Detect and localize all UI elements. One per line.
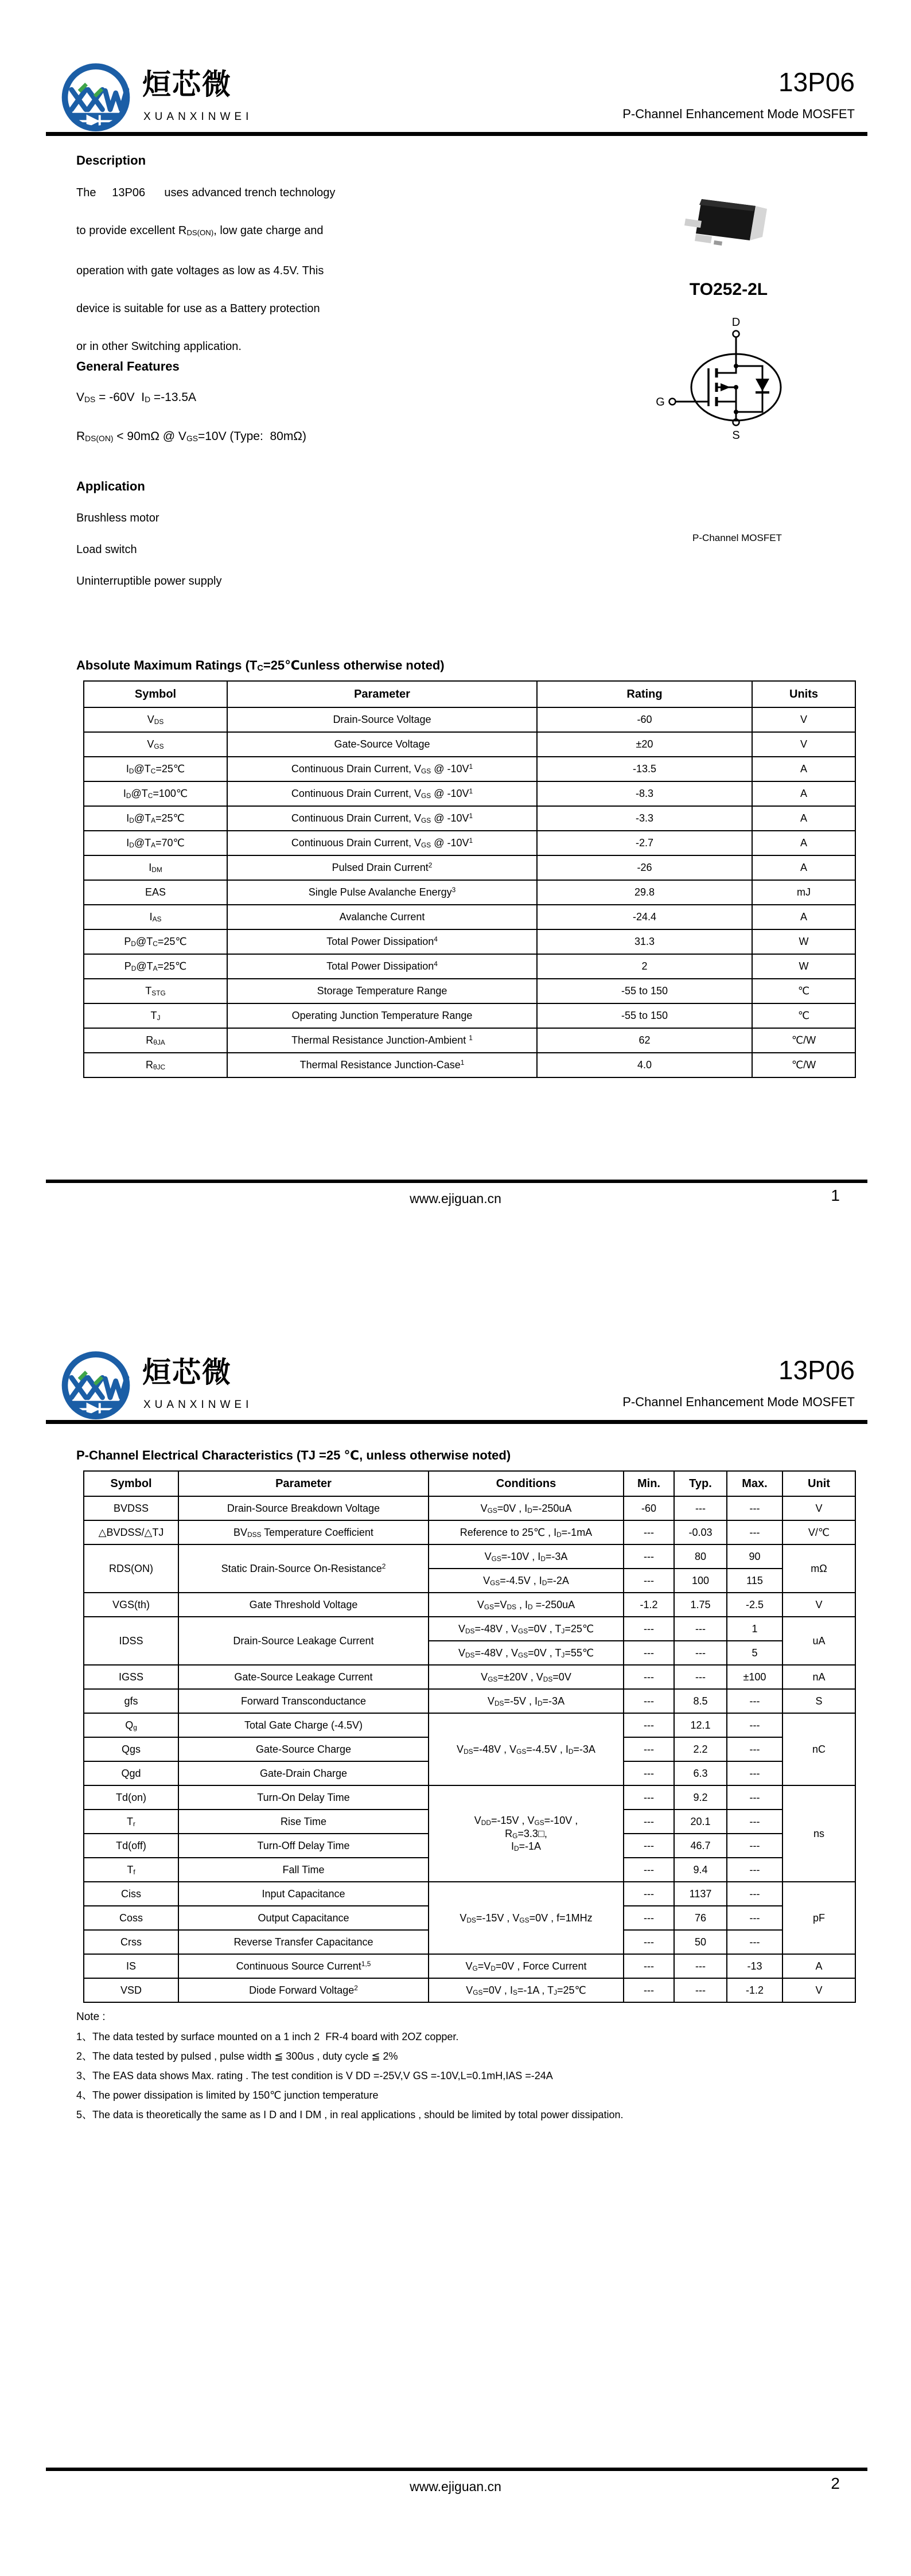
cell-max: -1.2 [727,1978,782,2002]
cell-typ: 100 [674,1569,727,1593]
cell-units: W [752,954,855,979]
application-item: Uninterruptible power supply [76,575,222,587]
header-rule [46,132,867,136]
note-item: 5、The data is theoretically the same as I D and I DM , in real applications , should be limited by total power dissipation. [76,2109,624,2120]
pin-label-gate: G [656,396,665,408]
cell-conditions: $V_{DS}=-48V$ , $V_{GS}=0V$ , $T_J=55℃$ [429,1641,624,1665]
description-line: The 13P06 uses advanced trench technology [76,186,336,199]
cell-symbol: $I_{DM}$ [84,855,227,880]
cell-symbol: $I_D@T_A=70℃$ [84,831,227,855]
cell-min: --- [624,1713,674,1737]
cell-conditions: $V_{DS}=-48V$ , $V_{GS}=-4.5V$ , $I_D=-3A$ [429,1713,624,1785]
cell-unit: uA [782,1617,855,1665]
cell-unit: pF [782,1882,855,1954]
cell-units: A [752,905,855,929]
cell-typ: 50 [674,1930,727,1954]
general-features-heading: General Features [76,359,180,373]
cell-symbol: IDSS [84,1617,178,1665]
cell-parameter: Diode Forward Voltage$^2$ [178,1978,429,2002]
table-row [84,831,855,855]
cell-conditions: $V_{GS}=0V$ , $I_S=-1A$ , $T_J=25℃$ [429,1978,624,2002]
table-row [84,1954,855,1978]
cell-conditions: $V_G=V_D=0V$ , Force Current [429,1954,624,1978]
cell-symbol: $P_D@T_C=25℃$ [84,929,227,954]
table-row [84,1617,855,1641]
cell-units: W [752,929,855,954]
description-line: to provide excellent $R_{DS(ON)}$, low gate charge and [76,224,324,237]
page-number: 2 [831,2474,840,2492]
cell-conditions: $V_{GS}=-10V$ , $I_D=-3A$ [429,1544,624,1569]
cell-parameter: $BV_{DSS}$ Temperature Coefficient [178,1520,429,1544]
cell-parameter: Total Power Dissipation$^4$ [227,929,537,954]
cell-symbol: $V_{GS}$ [84,732,227,757]
note-item: 1、The data tested by surface mounted on a 1 inch 2 FR-4 board with 2OZ copper. [76,2031,459,2042]
cell-symbol: $T_f$ [84,1858,178,1882]
pin-label-source: S [732,429,740,442]
table-row [84,1520,855,1544]
cell-units: ℃ [752,979,855,1003]
col-conditions: Conditions [429,1471,624,1496]
cell-typ: 6.3 [674,1761,727,1785]
cell-min: --- [624,1954,674,1978]
description-line: device is suitable for use as a Battery protection [76,302,320,315]
table-row [84,929,855,954]
col-symbol: Symbol [84,1471,178,1496]
cell-parameter: Storage Temperature Range [227,979,537,1003]
cell-typ: --- [674,1954,727,1978]
cell-parameter: Operating Junction Temperature Range [227,1003,537,1028]
cell-max: 115 [727,1569,782,1593]
cell-symbol: RDS(ON) [84,1544,178,1593]
cell-min: --- [624,1761,674,1785]
cell-parameter: Gate-Source Charge [178,1737,429,1761]
table-row [84,757,855,781]
cell-typ: -0.03 [674,1520,727,1544]
cell-min: -60 [624,1496,674,1520]
cell-units: A [752,757,855,781]
cell-min: --- [624,1737,674,1761]
cell-max: --- [727,1713,782,1737]
cell-typ: 46.7 [674,1834,727,1858]
cell-symbol: $R_{\theta JC}$ [84,1053,227,1077]
col-parameter: Parameter [178,1471,429,1496]
cell-max: --- [727,1689,782,1713]
cell-min: -1.2 [624,1593,674,1617]
table-row [84,1496,855,1520]
cell-parameter: Avalanche Current [227,905,537,929]
application-item: Brushless motor [76,512,159,524]
cell-max: --- [727,1520,782,1544]
cell-symbol: $P_D@T_A=25℃$ [84,954,227,979]
cell-parameter: Single Pulse Avalanche Energy$^3$ [227,880,537,905]
footer-website: www.ejiguan.cn [410,2479,501,2494]
col-unit: Unit [782,1471,855,1496]
cell-parameter: Turn-On Delay Time [178,1785,429,1810]
page-number: 1 [831,1186,840,1204]
cell-symbol: BVDSS [84,1496,178,1520]
cell-rating: 4.0 [537,1053,752,1077]
cell-unit: ns [782,1785,855,1882]
cell-symbol: gfs [84,1689,178,1713]
cell-symbol: Qgd [84,1761,178,1785]
pin-label-drain: D [731,316,741,329]
package-name: TO252-2L [689,280,768,299]
cell-typ: --- [674,1496,727,1520]
cell-rating: -24.4 [537,905,752,929]
cell-rating: -55 to 150 [537,979,752,1003]
cell-units: V [752,732,855,757]
description-paragraph [76,174,478,365]
cell-symbol: IS [84,1954,178,1978]
cell-parameter: Output Capacitance [178,1906,429,1930]
cell-symbol: $T_J$ [84,1003,227,1028]
cell-typ: --- [674,1665,727,1689]
footer-rule [46,1180,867,1183]
application-list [76,503,221,597]
table-row [84,1978,855,2002]
cell-typ: 76 [674,1906,727,1930]
table-row [84,1544,855,1569]
cell-max: 5 [727,1641,782,1665]
part-subtitle: P-Channel Enhancement Mode MOSFET [622,1395,855,1409]
brand-name-zh: 烜芯微 [142,68,232,100]
table-row [84,732,855,757]
table-row [84,1053,855,1077]
cell-rating: -13.5 [537,757,752,781]
cell-conditions: $V_{DD}=-15V$ , $V_{GS}=-10V$ , $R_G=3.3□$, $I_D=-1A$ [429,1785,624,1882]
cell-typ: 1137 [674,1882,727,1906]
cell-parameter: Thermal Resistance Junction-Case$^1$ [227,1053,537,1077]
cell-min: --- [624,1520,674,1544]
cell-parameter: Turn-Off Delay Time [178,1834,429,1858]
cell-symbol: IGSS [84,1665,178,1689]
cell-unit: V/℃ [782,1520,855,1544]
cell-typ: 8.5 [674,1689,727,1713]
table-row [84,855,855,880]
description-line: or in other Switching application. [76,340,242,353]
cell-units: A [752,831,855,855]
cell-symbol: EAS [84,880,227,905]
cell-symbol: $Q_g$ [84,1713,178,1737]
description-heading: Description [76,153,146,168]
col-symbol: Symbol [84,681,227,707]
cell-max: --- [727,1930,782,1954]
cell-parameter: Reverse Transfer Capacitance [178,1930,429,1954]
cell-min: --- [624,1882,674,1906]
cell-symbol: $T_{STG}$ [84,979,227,1003]
cell-parameter: Static Drain-Source On-Resistance$^2$ [178,1544,429,1593]
cell-units: V [752,707,855,732]
cell-rating: 62 [537,1028,752,1053]
cell-max: --- [727,1785,782,1810]
symbol-caption: P-Channel MOSFET [692,532,782,543]
cell-parameter: Total Power Dissipation$^4$ [227,954,537,979]
cell-rating: -60 [537,707,752,732]
part-number: 13P06 [778,67,855,97]
cell-max: -13 [727,1954,782,1978]
cell-max: --- [727,1496,782,1520]
cell-parameter: Drain-Source Leakage Current [178,1617,429,1665]
cell-conditions: $V_{DS}=-48V$ , $V_{GS}=0V$ , $T_J=25℃$ [429,1617,624,1641]
cell-units: A [752,855,855,880]
cell-units: A [752,781,855,806]
cell-symbol: $I_D@T_C=25℃$ [84,757,227,781]
table-row [84,979,855,1003]
elec-char-table [83,1470,856,2003]
part-subtitle: P-Channel Enhancement Mode MOSFET [622,107,855,121]
cell-parameter: Continuous Source Current$^{1,5}$ [178,1954,429,1978]
abs-max-heading: Absolute Maximum Ratings ($T_C=25℃unless$ otherwise noted) [76,658,445,674]
cell-parameter: Pulsed Drain Current$^2$ [227,855,537,880]
brand-logo-icon [53,1350,139,1427]
table-row [84,880,855,905]
table-row [84,1689,855,1713]
cell-units: mJ [752,880,855,905]
cell-typ: 80 [674,1544,727,1569]
cell-typ: 2.2 [674,1737,727,1761]
cell-rating: 29.8 [537,880,752,905]
cell-symbol: $T_r$ [84,1810,178,1834]
cell-typ: 20.1 [674,1810,727,1834]
cell-parameter: Gate-Source Voltage [227,732,537,757]
header-rule [46,1420,867,1424]
col-typ: Typ. [674,1471,727,1496]
package-photo [679,191,779,257]
cell-min: --- [624,1785,674,1810]
cell-symbol: $I_D@T_A=25℃$ [84,806,227,831]
col-max: Max. [727,1471,782,1496]
cell-min: --- [624,1544,674,1569]
brand-logo-icon [53,62,139,139]
table-header-row [84,681,855,707]
cell-max: -2.5 [727,1593,782,1617]
cell-min: --- [624,1978,674,2002]
cell-parameter: Forward Transconductance [178,1689,429,1713]
table-row [84,1713,855,1737]
cell-max: 90 [727,1544,782,1569]
cell-parameter: Gate-Source Leakage Current [178,1665,429,1689]
table-row [84,1882,855,1906]
cell-unit: nA [782,1665,855,1689]
cell-unit: A [782,1954,855,1978]
cell-rating: -8.3 [537,781,752,806]
cell-parameter: Input Capacitance [178,1882,429,1906]
table-row [84,905,855,929]
cell-typ: 9.2 [674,1785,727,1810]
cell-max: --- [727,1737,782,1761]
cell-rating: -2.7 [537,831,752,855]
mosfet-symbol-diagram [640,316,795,448]
cell-symbol: $I_D@T_C=100℃$ [84,781,227,806]
cell-min: --- [624,1858,674,1882]
cell-conditions: $V_{GS}=-4.5V$ , $I_D=-2A$ [429,1569,624,1593]
cell-symbol: VSD [84,1978,178,2002]
cell-max: --- [727,1761,782,1785]
cell-parameter: Rise Time [178,1810,429,1834]
cell-parameter: Gate Threshold Voltage [178,1593,429,1617]
cell-min: --- [624,1617,674,1641]
brand-name-en: XUANXINWEI [143,111,253,123]
cell-max: --- [727,1834,782,1858]
cell-parameter: Continuous Drain Current, $V_{GS}$ @ $-10V^1$ [227,781,537,806]
cell-symbol: Crss [84,1930,178,1954]
cell-symbol: Td(on) [84,1785,178,1810]
cell-max: ±100 [727,1665,782,1689]
brand-name-zh: 烜芯微 [142,1356,232,1388]
table-row [84,1665,855,1689]
cell-rating: -3.3 [537,806,752,831]
table-row [84,1593,855,1617]
cell-parameter: Total Gate Charge (-4.5V) [178,1713,429,1737]
cell-min: --- [624,1641,674,1665]
cell-min: --- [624,1834,674,1858]
cell-unit: S [782,1689,855,1713]
cell-min: --- [624,1810,674,1834]
cell-unit: V [782,1978,855,2002]
feature-line: $R_{DS(ON)} < 90m\Omega$ @ $V_{GS}=10V$ (Type: 80mΩ) [76,430,306,443]
table-row [84,954,855,979]
cell-units: ℃ [752,1003,855,1028]
cell-unit: mΩ [782,1544,855,1593]
cell-units: ℃/W [752,1053,855,1077]
cell-unit: nC [782,1713,855,1785]
cell-parameter: Fall Time [178,1858,429,1882]
part-number: 13P06 [778,1355,855,1385]
cell-max: --- [727,1882,782,1906]
cell-typ: 1.75 [674,1593,727,1617]
cell-rating: -55 to 150 [537,1003,752,1028]
cell-units: A [752,806,855,831]
cell-rating: 2 [537,954,752,979]
notes-block [76,2007,857,2124]
cell-min: --- [624,1930,674,1954]
application-heading: Application [76,479,145,493]
cell-symbol: △BVDSS/△TJ [84,1520,178,1544]
cell-symbol: Ciss [84,1882,178,1906]
table-header-row [84,1471,855,1496]
cell-rating: 31.3 [537,929,752,954]
cell-max: --- [727,1906,782,1930]
note-item: 2、The data tested by pulsed , pulse width ≦ 300us , duty cycle ≦ 2% [76,2050,398,2062]
cell-symbol: Td(off) [84,1834,178,1858]
cell-min: --- [624,1569,674,1593]
table-row [84,1028,855,1053]
cell-rating: ±20 [537,732,752,757]
page-2 [0,1288,911,2576]
cell-symbol: Coss [84,1906,178,1930]
table-row [84,1785,855,1810]
cell-parameter: Drain-Source Voltage [227,707,537,732]
cell-max: 1 [727,1617,782,1641]
elec-char-heading: P-Channel Electrical Characteristics (TJ =25 ℃, unless otherwise noted) [76,1448,511,1462]
cell-parameter: Drain-Source Breakdown Voltage [178,1496,429,1520]
cell-symbol: Qgs [84,1737,178,1761]
col-min: Min. [624,1471,674,1496]
footer-rule [46,2468,867,2471]
cell-unit: V [782,1496,855,1520]
cell-max: --- [727,1810,782,1834]
cell-conditions: $V_{DS}=-15V$ , $V_{GS}=0V$ , f=1MHz [429,1882,624,1954]
cell-parameter: Continuous Drain Current, $V_{GS}$ @ $-10V^1$ [227,757,537,781]
cell-max: --- [727,1858,782,1882]
brand-name-en: XUANXINWEI [143,1399,253,1411]
cell-typ: --- [674,1978,727,2002]
cell-conditions: $V_{GS}=\pm 20V$ , $V_{DS}=0V$ [429,1665,624,1689]
cell-min: --- [624,1906,674,1930]
cell-min: --- [624,1665,674,1689]
cell-parameter: Gate-Drain Charge [178,1761,429,1785]
cell-typ: --- [674,1617,727,1641]
application-item: Load switch [76,543,137,556]
cell-symbol: $V_{DS}$ [84,707,227,732]
cell-conditions: $V_{GS}=V_{DS}$ , $I_D =-250uA$ [429,1593,624,1617]
cell-typ: --- [674,1641,727,1665]
footer-website: www.ejiguan.cn [410,1191,501,1206]
cell-typ: 12.1 [674,1713,727,1737]
col-units: Units [752,681,855,707]
cell-min: --- [624,1689,674,1713]
cell-typ: 9.4 [674,1858,727,1882]
table-row [84,781,855,806]
cell-parameter: Continuous Drain Current, $V_{GS}$ @ $-10V^1$ [227,831,537,855]
feature-line: $V_{DS} = -60V$ $I_D =-13.5A$ [76,391,197,404]
abs-max-table [83,680,856,1078]
cell-rating: -26 [537,855,752,880]
cell-parameter: Continuous Drain Current, $V_{GS}$ @ $-10V^1$ [227,806,537,831]
cell-symbol: VGS(th) [84,1593,178,1617]
table-row [84,707,855,732]
cell-symbol: $R_{\theta JA}$ [84,1028,227,1053]
cell-symbol: $I_{AS}$ [84,905,227,929]
cell-parameter: Thermal Resistance Junction-Ambient $^1$ [227,1028,537,1053]
col-rating: Rating [537,681,752,707]
notes-heading: Note : [76,2011,106,2023]
cell-conditions: Reference to 25℃ , $I_D=-1mA$ [429,1520,624,1544]
note-item: 3、The EAS data shows Max. rating . The test condition is V DD =-25V,V GS =-10V,L=0.1mH,IAS =-24A [76,2070,553,2081]
col-parameter: Parameter [227,681,537,707]
cell-units: ℃/W [752,1028,855,1053]
cell-conditions: $V_{GS}=0V$ , $I_D=-250uA$ [429,1496,624,1520]
note-item: 4、The power dissipation is limited by 150℃ junction temperature [76,2089,379,2101]
table-row [84,1003,855,1028]
description-line: operation with gate voltages as low as 4.5V. This [76,264,324,277]
table-row [84,806,855,831]
cell-unit: V [782,1593,855,1617]
cell-conditions: $V_{DS}=-5V$ , $I_D=-3A$ [429,1689,624,1713]
